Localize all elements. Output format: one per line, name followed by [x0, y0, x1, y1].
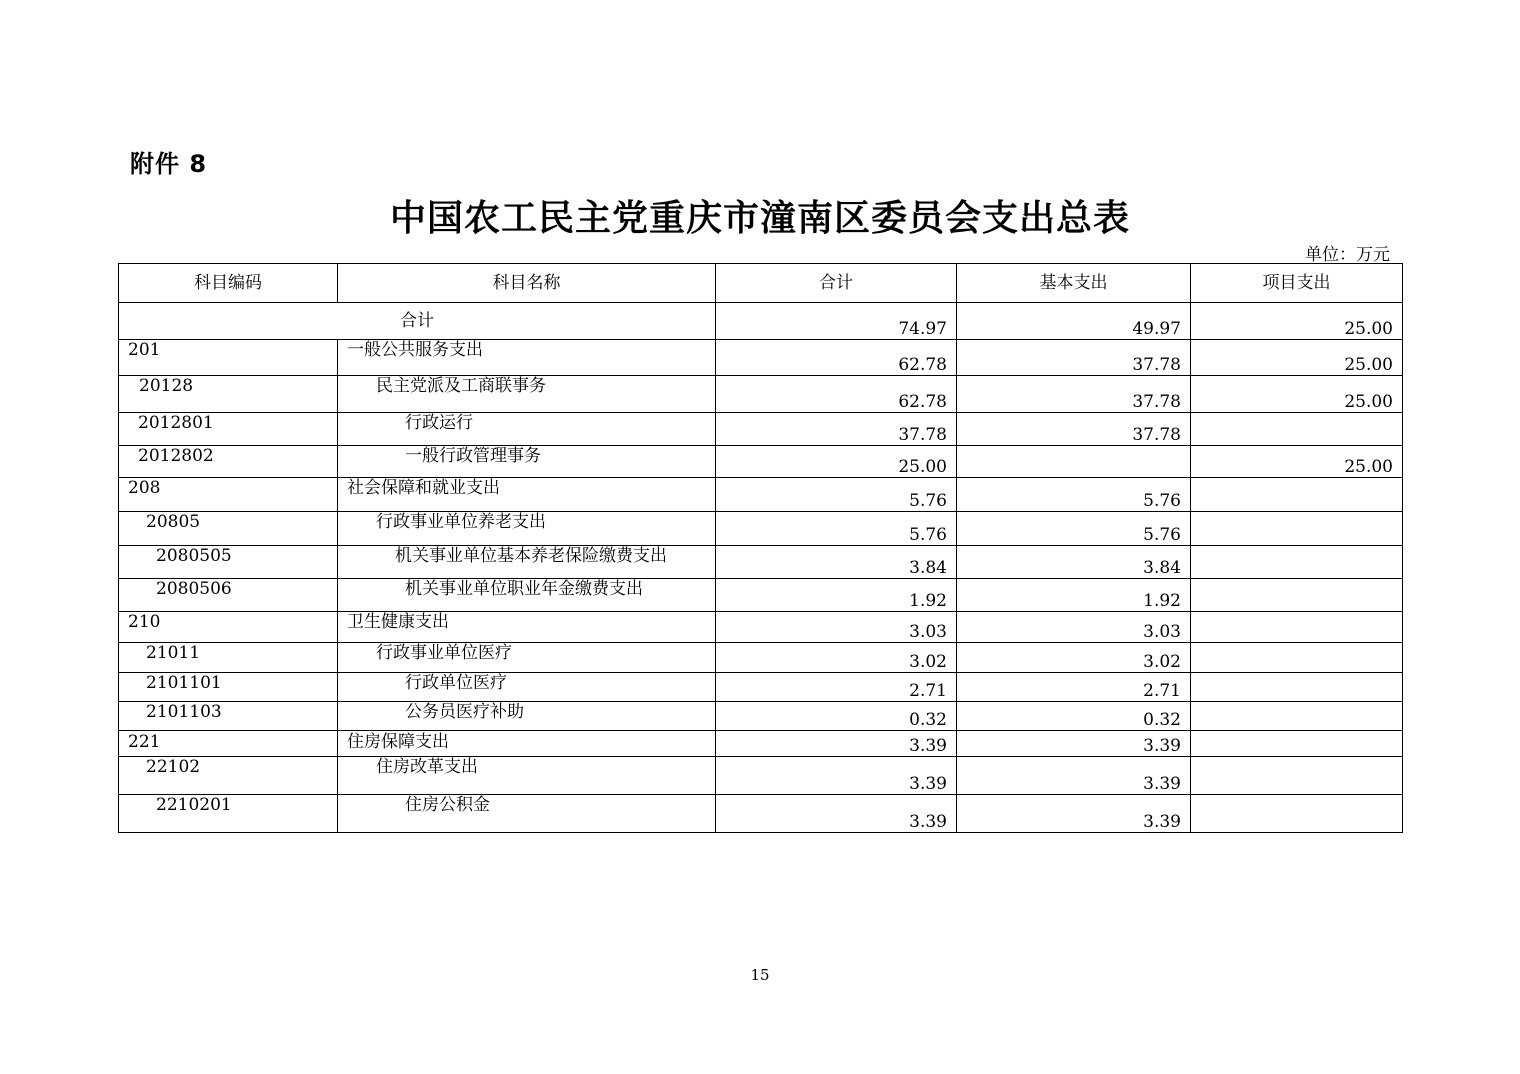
row-project [1191, 413, 1403, 446]
row-name: 住房改革支出 [338, 757, 716, 795]
row-total: 5.76 [716, 478, 957, 512]
row-total: 3.39 [716, 795, 957, 833]
row-total: 3.03 [716, 612, 957, 643]
table-row [119, 413, 1403, 446]
row-project [1191, 673, 1403, 702]
total-label: 合计 [119, 303, 716, 340]
row-name: 机关事业单位基本养老保险缴费支出 [338, 546, 716, 579]
total-amount: 74.97 [716, 303, 957, 340]
row-total: 62.78 [716, 340, 957, 376]
row-name: 住房保障支出 [338, 731, 716, 757]
table-row [119, 376, 1403, 413]
row-project [1191, 795, 1403, 833]
row-project [1191, 731, 1403, 757]
unit-label: 单位：万元 [1305, 245, 1390, 265]
row-code: 21011 [119, 643, 338, 673]
row-basic: 37.78 [957, 340, 1191, 376]
table-row [119, 612, 1403, 643]
row-basic: 3.84 [957, 546, 1191, 579]
row-project [1191, 478, 1403, 512]
row-basic: 3.02 [957, 643, 1191, 673]
total-project: 25.00 [1191, 303, 1403, 340]
table-row [119, 579, 1403, 612]
row-name: 公务员医疗补助 [338, 702, 716, 731]
row-code: 2080506 [119, 579, 338, 612]
header-total: 合计 [716, 264, 957, 303]
row-name: 行政运行 [338, 413, 716, 446]
table-row [119, 673, 1403, 702]
row-project [1191, 579, 1403, 612]
row-name: 行政事业单位养老支出 [338, 512, 716, 546]
row-total: 5.76 [716, 512, 957, 546]
row-project: 25.00 [1191, 340, 1403, 376]
attachment-label: 附件 8 [130, 150, 208, 178]
expense-table [118, 263, 1403, 833]
row-code: 221 [119, 731, 338, 757]
table-row [119, 446, 1403, 478]
table-row [119, 340, 1403, 376]
row-code: 201 [119, 340, 338, 376]
row-code: 2012802 [119, 446, 338, 478]
table-row [119, 478, 1403, 512]
header-code: 科目编码 [119, 264, 338, 303]
table-row [119, 546, 1403, 579]
row-name: 行政单位医疗 [338, 673, 716, 702]
header-basic: 基本支出 [957, 264, 1191, 303]
row-name: 一般行政管理事务 [338, 446, 716, 478]
table-row [119, 757, 1403, 795]
row-code: 2080505 [119, 546, 338, 579]
row-total: 25.00 [716, 446, 957, 478]
table-row [119, 731, 1403, 757]
row-basic: 3.39 [957, 731, 1191, 757]
row-basic: 5.76 [957, 512, 1191, 546]
table-row [119, 643, 1403, 673]
row-total: 0.32 [716, 702, 957, 731]
row-code: 2012801 [119, 413, 338, 446]
row-basic: 37.78 [957, 376, 1191, 413]
table-row [119, 795, 1403, 833]
row-project [1191, 757, 1403, 795]
header-row [119, 264, 1403, 303]
row-code: 2210201 [119, 795, 338, 833]
row-basic [957, 446, 1191, 478]
row-basic: 1.92 [957, 579, 1191, 612]
row-name: 民主党派及工商联事务 [338, 376, 716, 413]
row-code: 208 [119, 478, 338, 512]
row-basic: 2.71 [957, 673, 1191, 702]
row-total: 3.39 [716, 757, 957, 795]
row-project [1191, 643, 1403, 673]
row-name: 一般公共服务支出 [338, 340, 716, 376]
row-code: 2101103 [119, 702, 338, 731]
page-number: 15 [750, 966, 770, 984]
row-total: 1.92 [716, 579, 957, 612]
table-row [119, 512, 1403, 546]
row-name: 住房公积金 [338, 795, 716, 833]
row-code: 20128 [119, 376, 338, 413]
row-project [1191, 612, 1403, 643]
total-basic: 49.97 [957, 303, 1191, 340]
row-project [1191, 546, 1403, 579]
row-code: 210 [119, 612, 338, 643]
row-project [1191, 702, 1403, 731]
row-total: 2.71 [716, 673, 957, 702]
row-name: 社会保障和就业支出 [338, 478, 716, 512]
row-total: 3.02 [716, 643, 957, 673]
page-title: 中国农工民主党重庆市潼南区委员会支出总表 [389, 197, 1130, 239]
table-row [119, 702, 1403, 731]
row-basic: 5.76 [957, 478, 1191, 512]
row-basic: 0.32 [957, 702, 1191, 731]
row-basic: 3.03 [957, 612, 1191, 643]
row-basic: 37.78 [957, 413, 1191, 446]
row-project: 25.00 [1191, 376, 1403, 413]
row-total: 3.84 [716, 546, 957, 579]
row-code: 2101101 [119, 673, 338, 702]
row-project: 25.00 [1191, 446, 1403, 478]
header-name: 科目名称 [338, 264, 716, 303]
row-code: 20805 [119, 512, 338, 546]
row-total: 37.78 [716, 413, 957, 446]
row-code: 22102 [119, 757, 338, 795]
header-project: 项目支出 [1191, 264, 1403, 303]
total-row [119, 303, 1403, 340]
row-name: 卫生健康支出 [338, 612, 716, 643]
row-total: 3.39 [716, 731, 957, 757]
row-name: 行政事业单位医疗 [338, 643, 716, 673]
row-total: 62.78 [716, 376, 957, 413]
row-basic: 3.39 [957, 757, 1191, 795]
row-basic: 3.39 [957, 795, 1191, 833]
row-project [1191, 512, 1403, 546]
row-name: 机关事业单位职业年金缴费支出 [338, 579, 716, 612]
